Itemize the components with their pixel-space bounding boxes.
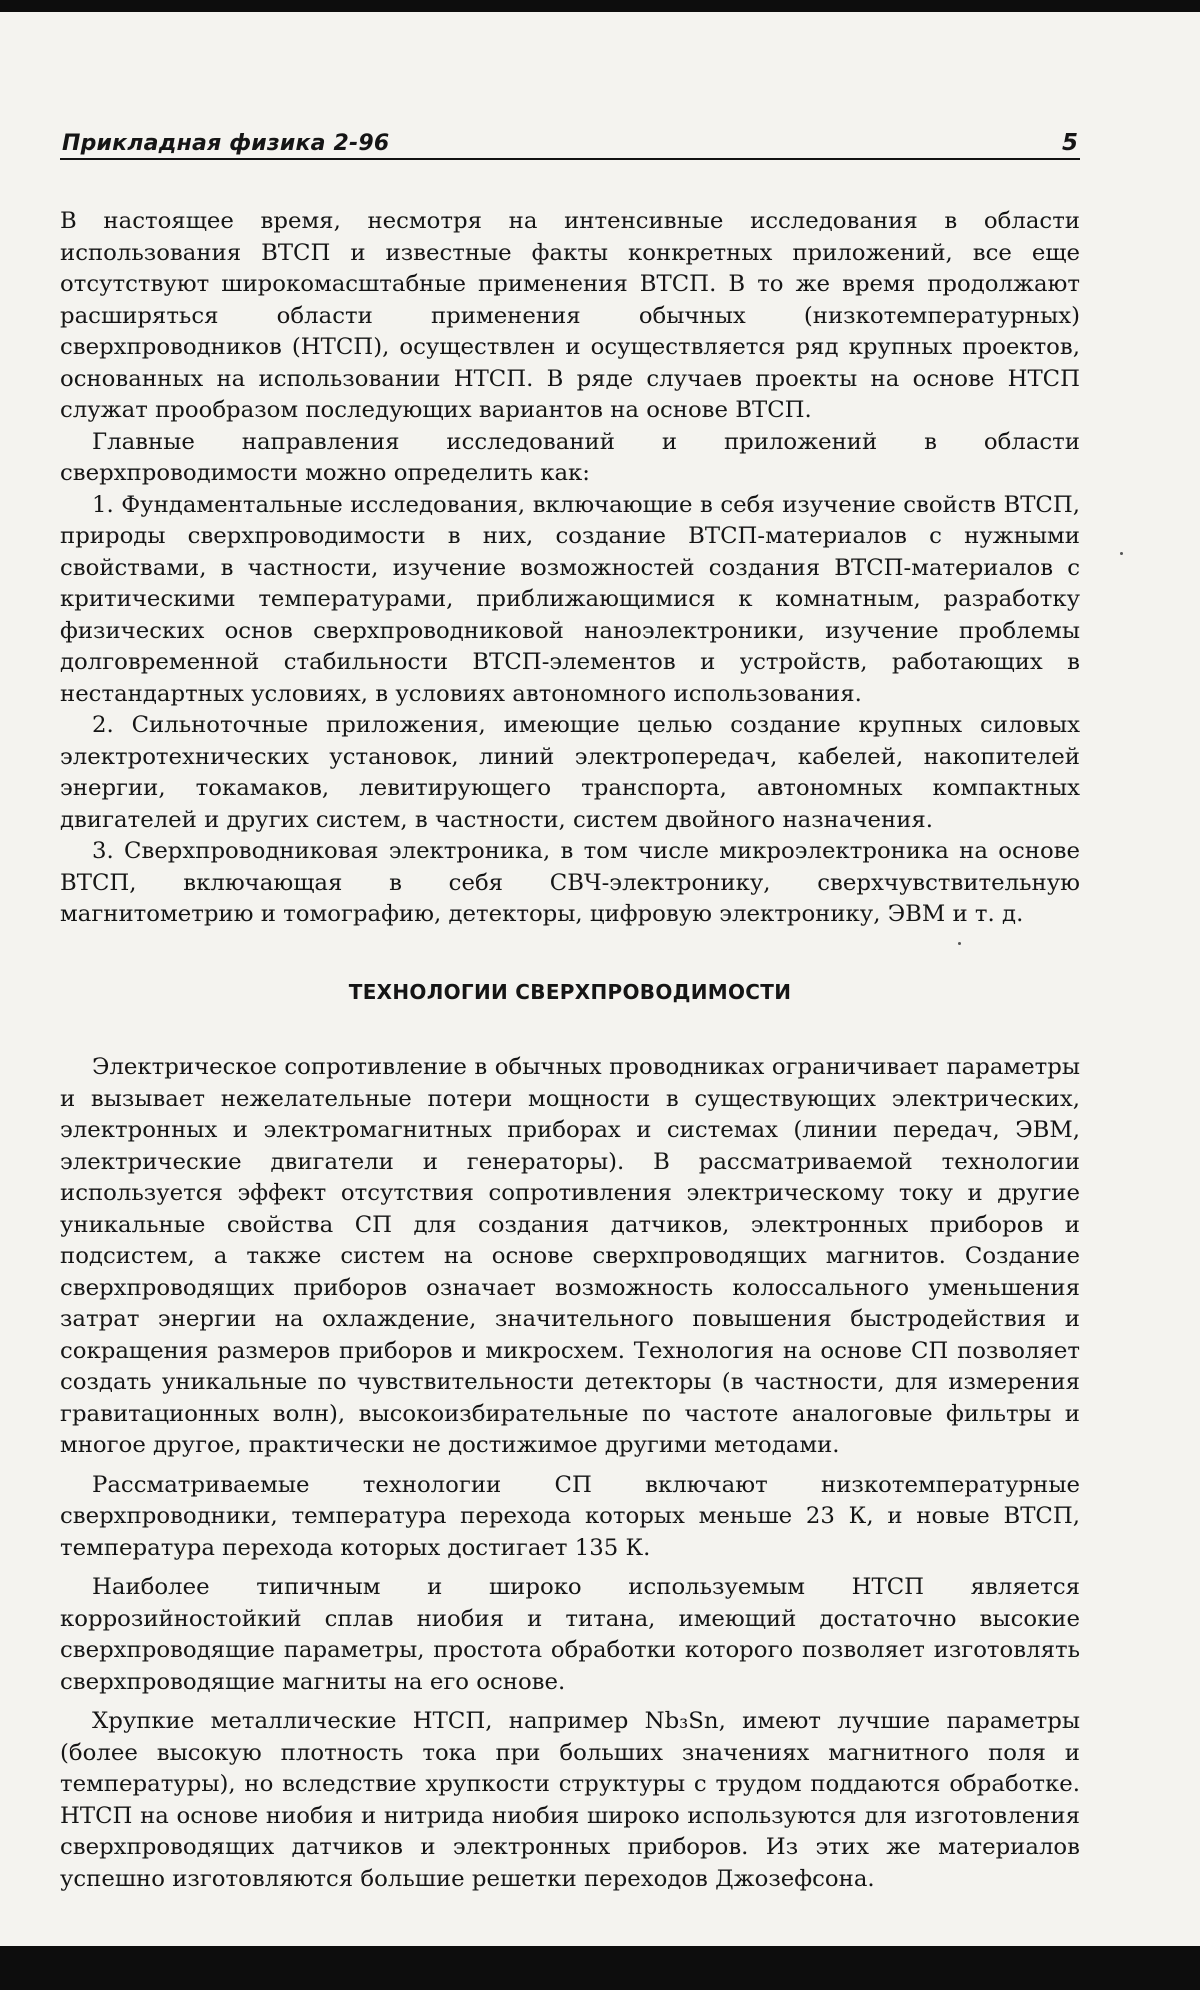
section-paragraph: Наиболее типичным и широко используемым НТСП является коррозийностойкий сплав ниобия и титана, имеющий достаточно высокие сверхпроводящие параметры, простота обработки которого позволяет изготовлять сверхпроводящие магниты на его основе. bbox=[60, 1574, 1080, 1695]
intro-paragraph: В настоящее время, несмотря на интенсивные исследования в области использования ВТСП и известные факты конкретных приложений, все еще отсутствуют широкомасштабные применения ВТСП. В то же время продолжают расширяться области применения обычных (низкотемпературных) сверхпроводников (НТСП), осуществлен и осуществляется ряд крупных проектов, основанных на использовании НТСП. В ряде случаев проекты на основе НТСП служат прообразом последующих вариантов на основе ВТСП. bbox=[60, 208, 1080, 423]
section-heading: ТЕХНОЛОГИИ СВЕРХПРОВОДИМОСТИ bbox=[348, 979, 792, 1004]
scan-speck bbox=[1120, 552, 1123, 555]
section-paragraph: Электрическое сопротивление в обычных проводниках ограничивает параметры и вызывает нежелательные потери мощности в существующих электрических, электронных и электромагнитных приборах и системах (линии передач, ЭВМ, электрические двигатели и генераторы). В рассматриваемой технологии используется эффект отсутствия сопротивления электрическому току и другие уникальные свойства СП для создания датчиков, электронных приборов и подсистем, а также систем на основе сверхпроводящих магнитов. Создание сверхпроводящих приборов означает возможность колоссального уменьшения затрат энергии на охлаждение, значительного повышения быстродействия и сокращения размеров приборов и микросхем. Технология на основе СП позволяет создать уникальные по чувствительности детекторы (в частности, для измерения гравитационных волн), высокоизбирательные по частоте аналоговые фильтры и многое другое, практически не достижимое другими методами. bbox=[60, 1054, 1080, 1458]
section-paragraph: Рассматриваемые технологии СП включают низкотемпературные сверхпроводники, температура перехода которых меньше 23 К, и новые ВТСП, температура перехода которых достигает 135 К. bbox=[60, 1471, 1080, 1561]
running-header bbox=[60, 116, 1080, 160]
scan-bottom-edge bbox=[0, 1946, 1200, 1990]
page-number: 5 bbox=[1061, 130, 1078, 156]
page-body bbox=[60, 206, 1080, 1895]
section-paragraph: Хрупкие металлические НТСП, например Nb₃Sn, имеют лучшие параметры (более высокую плотность тока при больших значениях магнитного поля и температуры), но вследствие хрупкости структуры с трудом поддаются обработке. НТСП на основе ниобия и нитрида ниобия широко используются для изготовления сверхпроводящих датчиков и электронных приборов. Из этих же материалов успешно изготовляются большие решетки переходов Джозефсона. bbox=[60, 1708, 1080, 1892]
journal-title: Прикладная физика 2-96 bbox=[62, 131, 390, 156]
direction-item-1: 1. Фундаментальные исследования, включающие в себя изучение свойств ВТСП, природы сверхпроводимости в них, создание ВТСП-материалов с нужными свойствами, в частности, изучение возможностей создания ВТСП-материалов с критическими температурами, приближающимися к комнатным, разработку физических основ сверхпроводниковой наноэлектроники, изучение проблемы долговременной стабильности ВТСП-элементов и устройств, работающих в нестандартных условиях, в условиях автономного использования. bbox=[60, 491, 1080, 707]
direction-item-2: 2. Сильноточные приложения, имеющие целью создание крупных силовых электротехнических установок, линий электропередач, кабелей, накопителей энергии, токамаков, левитирующего транспорта, автономных компактных двигателей и других систем, в частности, систем двойного назначения. bbox=[60, 712, 1080, 833]
scan-speck bbox=[958, 942, 961, 945]
direction-item-3: 3. Сверхпроводниковая электроника, в том числе микроэлектроника на основе ВТСП, включающая в себя СВЧ-электронику, сверхчувствительную магнитометрию и томографию, детекторы, цифровую электронику, ЭВМ и т. д. bbox=[60, 838, 1080, 927]
scan-top-edge bbox=[0, 0, 1200, 12]
directions-lead-paragraph: Главные направления исследований и приложений в области сверхпроводимости можно определить как: bbox=[60, 428, 1080, 486]
